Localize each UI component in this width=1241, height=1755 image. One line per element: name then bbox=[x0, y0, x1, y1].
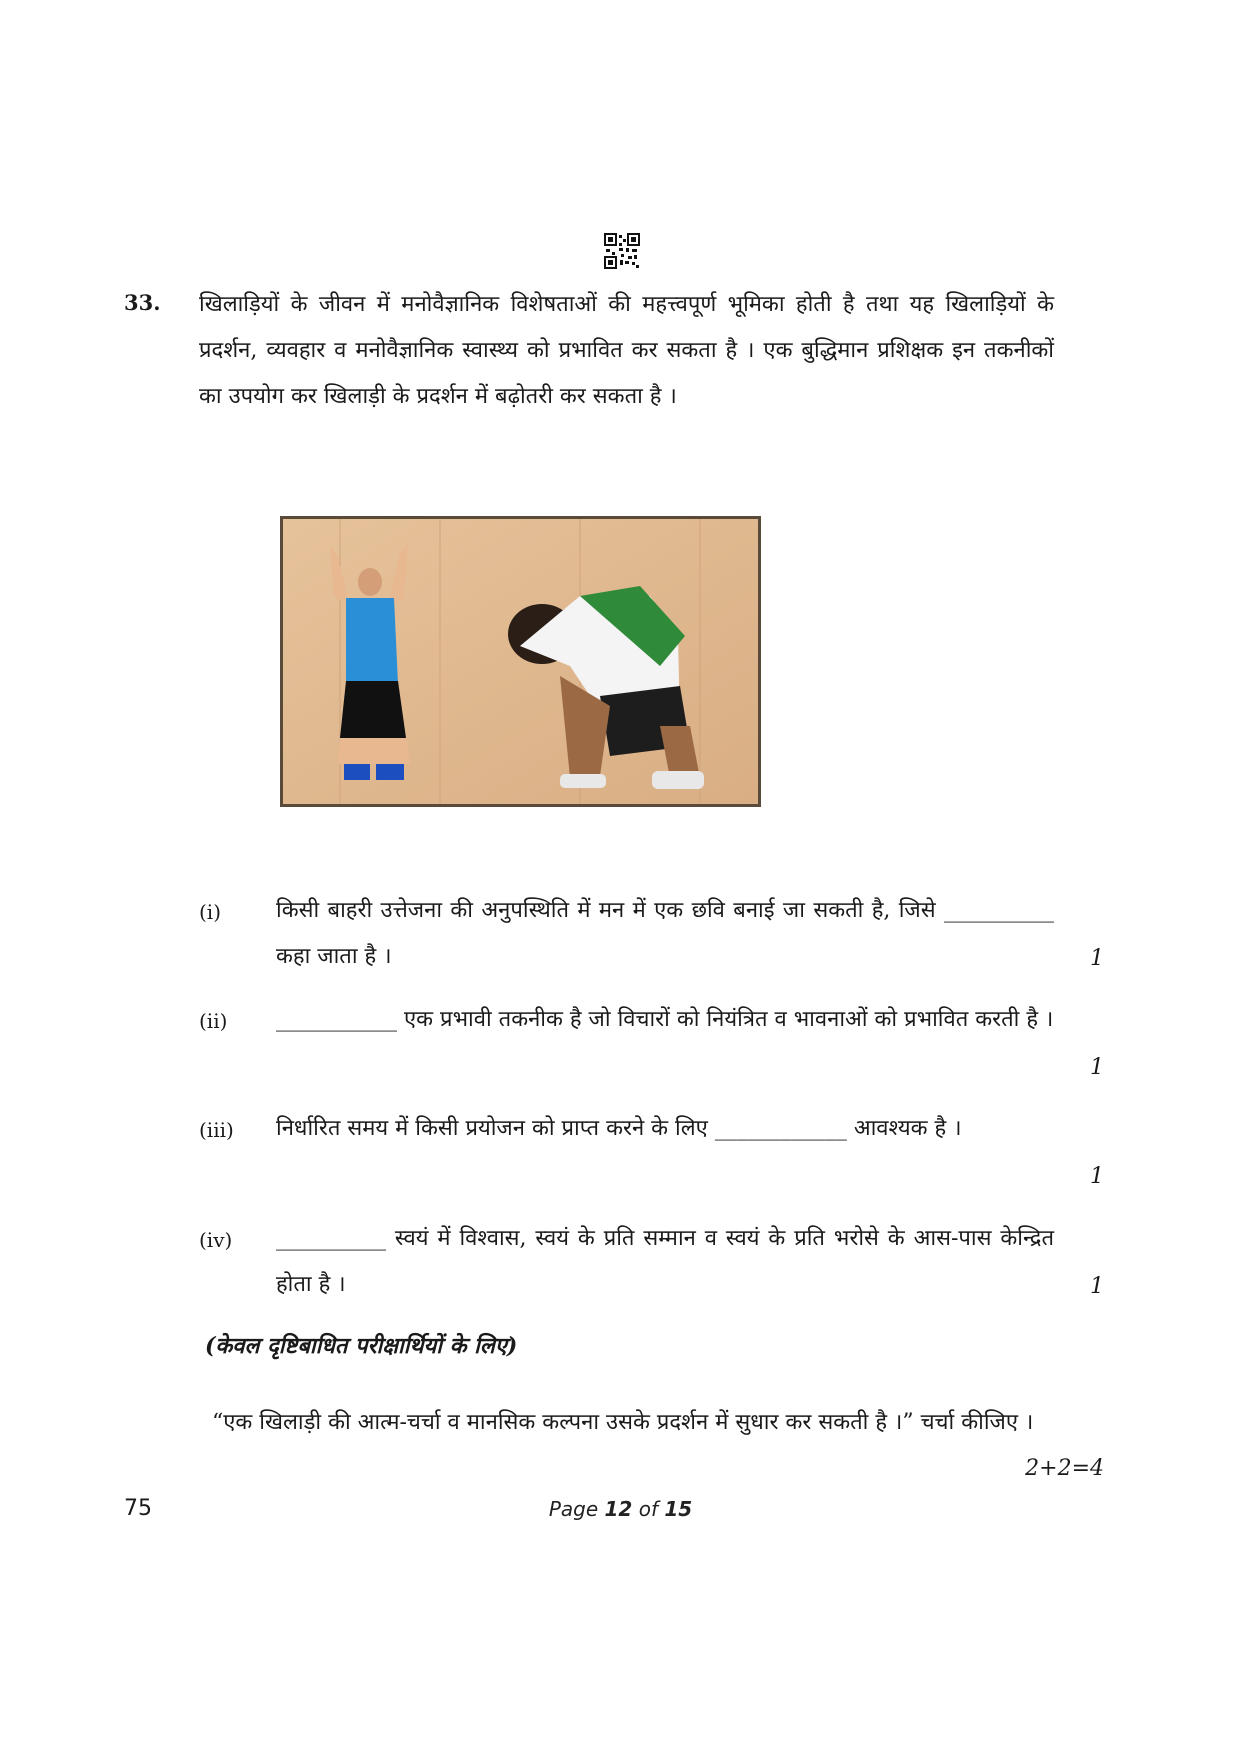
page-number bbox=[0, 1497, 1241, 1521]
subquestion-label: (iv) bbox=[199, 1228, 233, 1252]
visually-impaired-question: “एक खिलाड़ी की आत्म-चर्चा व मानसिक कल्पना उसके प्रदर्शन में सुधार कर सकती है ।” चर्चा कीजिए । bbox=[212, 1410, 1034, 1435]
subquestion-label: (iii) bbox=[199, 1118, 234, 1142]
subquestion-iv bbox=[199, 1216, 1104, 1312]
visually-impaired-heading: (केवल दृष्टिबाधित परीक्षार्थियों के लिए) bbox=[205, 1333, 518, 1359]
subquestion-text: किसी बाहरी उत्तेजना की अनुपस्थिति में मन में एक छवि बनाई जा सकती है, जिसे __________ कहा जाता है । bbox=[276, 898, 1054, 969]
visually-impaired-marks: 2+2=4 bbox=[1025, 1456, 1104, 1481]
subquestion-marks: 1 bbox=[1090, 1055, 1104, 1080]
page-current: 12 bbox=[604, 1497, 633, 1521]
page-of: of bbox=[638, 1497, 658, 1521]
subquestion-text: __________ स्वयं में विश्वास, स्वयं के प्रति सम्मान व स्वयं के प्रति भरोसे के आस-पास केन्द्रित होता है । bbox=[276, 1226, 1054, 1297]
subquestion-label: (ii) bbox=[199, 1009, 228, 1033]
paper-code: 75 bbox=[124, 1496, 152, 1521]
subquestion-marks: 1 bbox=[1090, 1164, 1104, 1189]
subquestion-text: ___________ एक प्रभावी तकनीक है जो विचारों को नियंत्रित व भावनाओं को प्रभावित करती है । bbox=[276, 1007, 1054, 1032]
subquestion-iii bbox=[199, 1106, 1104, 1202]
athletes-photo bbox=[280, 516, 761, 807]
subquestion-marks: 1 bbox=[1090, 1274, 1104, 1299]
page-prefix: Page bbox=[548, 1497, 599, 1521]
subquestion-ii bbox=[199, 997, 1104, 1093]
question-text: खिलाड़ियों के जीवन में मनोवैज्ञानिक विशेषताओं की महत्त्वपूर्ण भूमिका होती है तथा यह खिलाड़ियों के प्रदर्शन, व्यवहार व मनोवैज्ञानिक स्वास्थ्य को प्रभावित कर सकता है । एक बुद्धिमान प्रशिक्षक इन तकनीकों का उपयोग कर खिलाड़ी के प्रदर्शन में बढ़ोतरी कर सकता है । bbox=[199, 292, 1054, 409]
page-total: 15 bbox=[664, 1497, 693, 1521]
question-number: 33. bbox=[124, 290, 161, 315]
subquestion-label: (i) bbox=[199, 900, 222, 924]
subquestion-i bbox=[199, 888, 1104, 984]
subquestion-marks: 1 bbox=[1090, 946, 1104, 971]
qr-code bbox=[604, 233, 640, 269]
subquestion-text: निर्धारित समय में किसी प्रयोजन को प्राप्त करने के लिए ____________ आवश्यक है । bbox=[276, 1116, 962, 1141]
